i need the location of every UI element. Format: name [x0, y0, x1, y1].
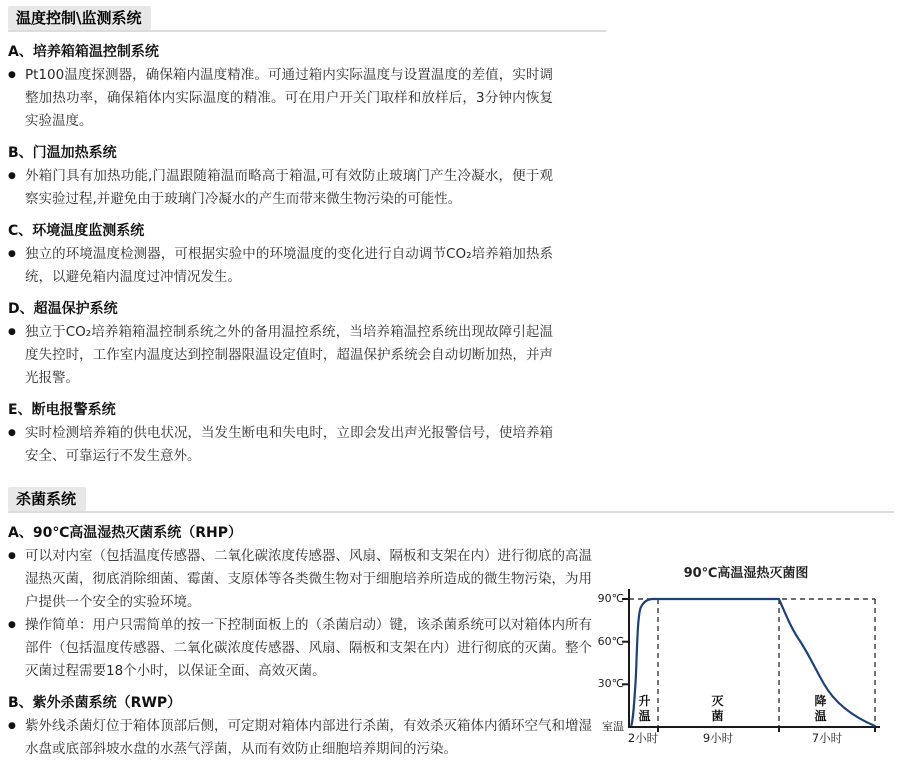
section-header [8, 6, 606, 32]
x-axis-label-3: 7小时 [811, 731, 843, 745]
section-title: 温度控制\监测系统 [8, 6, 151, 30]
feature-bullet [8, 243, 553, 289]
bullet-text: 外箱门具有加热功能,门温跟随箱温而略高于箱温,可有效防止玻璃门产生冷凝水，便于观察实验过程,并避免由于玻璃门冷凝水的产生而带来微生物污染的可能性。 [25, 168, 553, 207]
y-axis-label-90: 90℃ [597, 592, 624, 605]
bullet-icon: ● [8, 620, 16, 630]
x-axis-label-1: 2小时 [627, 731, 659, 745]
y-axis-label-30: 30℃ [597, 677, 624, 690]
x-axis-label-2: 9小时 [702, 731, 734, 745]
bullet-icon: ● [8, 171, 16, 181]
feature-bullet [8, 165, 553, 211]
feature-bullet [8, 422, 553, 468]
bullet-icon: ● [8, 249, 16, 259]
bullet-icon: ● [8, 551, 16, 561]
bullet-text: 可以对内室（包括温度传感器、二氧化碳浓度传感器、风扇、隔板和支架在内）进行彻底的高温湿热灭菌，彻底消除细菌、霉菌、支原体等各类微生物对于细胞培养所造成的微生物污染，为用户提供一个安全的实验环境。 [25, 548, 592, 610]
dashed-guides [629, 599, 875, 727]
feature-bullet [8, 64, 553, 133]
feature-bullet [8, 614, 592, 683]
sterilization-chart [586, 558, 894, 758]
feature-heading: B、门温加热系统 [8, 145, 117, 161]
bullet-icon: ● [8, 721, 16, 731]
bullet-icon: ● [8, 428, 16, 438]
phase-label-cooldown: 降温 [814, 694, 827, 723]
bullet-text: Pt100温度探测器，确保箱内温度精准。可通过箱内实际温度与设置温度的差值，实时调整加热功率，确保箱体内实际温度的精准。可在用户开关门取样和放样后，3分钟内恢复实验温度。 [25, 67, 553, 129]
feature-heading: D、超温保护系统 [8, 301, 118, 317]
feature-bullet [8, 545, 592, 614]
bullet-text: 操作简单：用户只需简单的按一下控制面板上的（杀菌启动）键，该杀菌系统可以对箱体内所有部件（包括温度传感器、二氧化碳浓度传感器、风扇、隔板和支架在内）进行彻底的灭菌。整个灭菌过程需要18个小时，以保证全面、高效灭菌。 [25, 617, 592, 679]
feature-heading: A、培养箱箱温控制系统 [8, 44, 159, 60]
bullet-text: 实时检测培养箱的供电状况，当发生断电和失电时，立即会发出声光报警信号，使培养箱安全、可靠运行不发生意外。 [25, 425, 553, 464]
feature-bullet [8, 321, 553, 390]
section-body [8, 43, 553, 468]
feature-heading: B、紫外杀菌系统（RWP） [8, 695, 182, 711]
y-axis-label-room: 室温 [602, 720, 624, 733]
feature-heading: E、断电报警系统 [8, 402, 116, 418]
feature-heading: C、环境温度监测系统 [8, 223, 145, 239]
chart-canvas [586, 558, 894, 758]
section-temperature-control [8, 6, 900, 468]
bullet-text: 独立的环境温度检测器，可根据实验中的环境温度的变化进行自动调节CO₂培养箱加热系统，以避免箱内温度过冲情况发生。 [25, 246, 553, 285]
y-axis-label-60: 60℃ [597, 635, 624, 648]
bullet-icon: ● [8, 70, 16, 80]
phase-label-heatup: 升温 [638, 694, 651, 723]
feature-heading: A、90℃高温湿热灭菌系统（RHP） [8, 525, 243, 541]
section-header [8, 487, 894, 513]
temperature-curve [631, 599, 875, 726]
feature-bullet [8, 715, 592, 761]
bullet-icon: ● [8, 327, 16, 337]
phase-label-sterilize: 灭菌 [711, 694, 724, 723]
bullet-text: 紫外线杀菌灯位于箱体顶部后侧，可定期对箱体内部进行杀菌，有效杀灭箱体内循环空气和增湿水盘或底部斜坡水盘的水蒸气浮菌，从而有效防止细胞培养期间的污染。 [25, 718, 592, 757]
chart-title: 90℃高温湿热灭菌图 [683, 566, 809, 581]
axes [622, 589, 880, 732]
bullet-text: 独立于CO₂培养箱箱温控制系统之外的备用温控系统，当培养箱温控系统出现故障引起温度失控时，工作室内温度达到控制器限温设定值时，超温保护系统会自动切断加热，并声光报警。 [25, 324, 553, 386]
section-title: 杀菌系统 [8, 487, 86, 511]
section-body [8, 524, 592, 761]
